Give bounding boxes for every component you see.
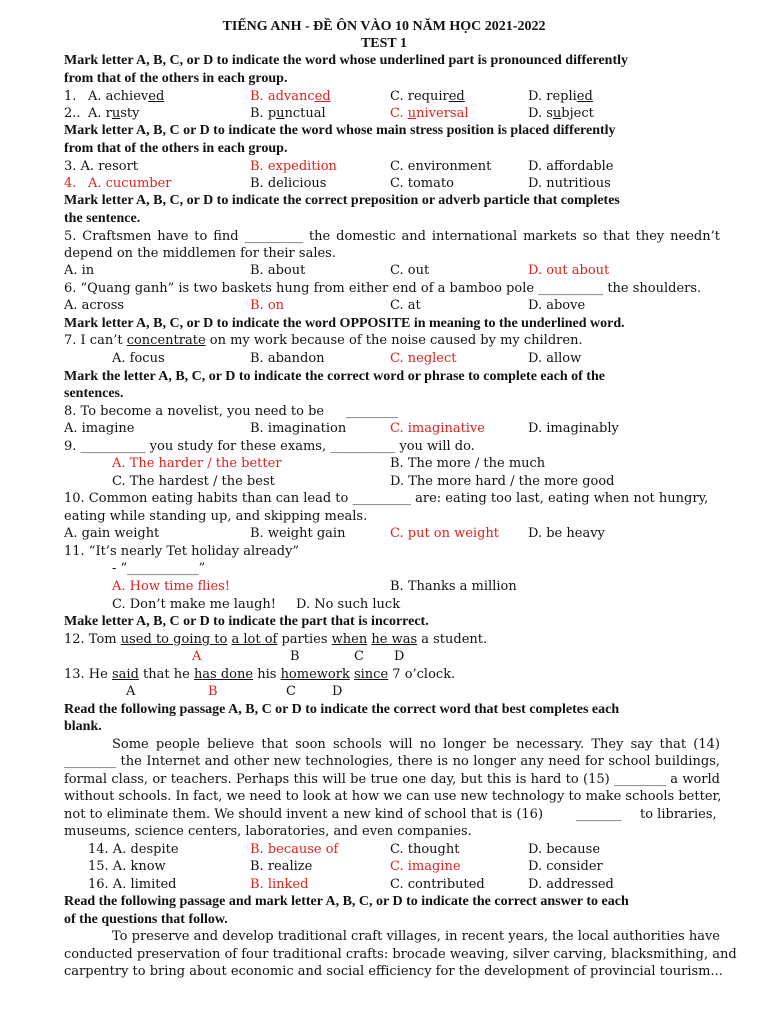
- passage1-blank16: _______: [576, 807, 622, 822]
- passage1-line5: not to eliminate them. We should invent a new kind of school that is (16): [64, 807, 544, 822]
- q7-option-c: C. neglect: [390, 351, 457, 366]
- q5-option-c: C. out: [390, 263, 430, 278]
- passage2-line3: carpentry to bring about economic and social efficiency for the development of provincial tourism...: [64, 964, 723, 979]
- instruction-pronunciation-cont: from that of the others in each group.: [64, 71, 288, 86]
- q14-option-c: C. thought: [390, 842, 460, 857]
- passage2-line2: conducted preservation of four traditional crafts: brocade weaving, silver carving, blacksmithing, and: [64, 947, 737, 962]
- q6-option-b: B. on: [250, 298, 285, 313]
- passage1-line5-end: to libraries,: [640, 807, 717, 822]
- q8-blank: ________: [346, 404, 398, 419]
- q11-reply: - “___________”: [112, 561, 206, 576]
- q15-option-c: C. imagine: [390, 859, 461, 874]
- instruction-stress-cont: from that of the others in each group.: [64, 141, 288, 156]
- q10-option-d: D. be heavy: [528, 526, 605, 541]
- question-1-number: 1.: [64, 89, 77, 104]
- q1-option-d: D. replied: [528, 89, 593, 104]
- q13-label-b: B: [208, 684, 218, 699]
- q11-stem: 11. “It’s nearly Tet holiday already”: [64, 544, 300, 559]
- q10-stem-cont: eating while standing up, and skipping meals.: [64, 509, 368, 524]
- instruction-complete-cont: sentences.: [64, 386, 124, 401]
- q5-option-a: A. in: [64, 263, 95, 278]
- q7-option-a: A. focus: [112, 351, 165, 366]
- q5-option-d: D. out about: [528, 263, 610, 278]
- q2-option-a: A. rusty: [88, 106, 140, 121]
- instruction-opposite: Mark letter A, B, C, or D to indicate the word OPPOSITE in meaning to the underlined word.: [64, 316, 625, 331]
- instruction-passage-cloze-cont: blank.: [64, 719, 102, 734]
- test-number: TEST 1: [360, 36, 408, 51]
- q6-option-d: D. above: [528, 298, 586, 313]
- q10-option-b: B. weight gain: [250, 526, 346, 541]
- q9-option-a: A. The harder / the better: [112, 456, 282, 471]
- q6-option-a: A. across: [64, 298, 125, 313]
- q16-option-d: D. addressed: [528, 877, 614, 892]
- q13-stem: 13. He said that he has done his homework since 7 o’clock.: [64, 667, 456, 682]
- q14-option-d: D. because: [528, 842, 601, 857]
- q2-option-d: D. subject: [528, 106, 594, 121]
- passage1-line1: Some people believe that soon schools will no longer be necessary. They say that (14): [112, 737, 720, 752]
- q4-option-b: B. delicious: [250, 176, 327, 191]
- q11-option-b: B. Thanks a million: [390, 579, 517, 594]
- q13-label-c: C: [286, 684, 296, 699]
- q10-option-a: A. gain weight: [64, 526, 160, 541]
- q10-option-c: C. put on weight: [390, 526, 500, 541]
- q12-label-c: C: [354, 649, 364, 664]
- instruction-incorrect: Make letter A, B, C or D to indicate the part that is incorrect.: [64, 614, 429, 629]
- q1-option-c: C. required: [390, 89, 465, 104]
- q8-option-d: D. imaginably: [528, 421, 619, 436]
- q5-stem: 5. Craftsmen have to find _________ the domestic and international markets so that they needn’t: [64, 229, 720, 244]
- q8-option-a: A. imagine: [64, 421, 135, 436]
- passage1-line2: ________ the Internet and other new technologies, there is no longer any need for school buildings,: [64, 754, 720, 769]
- passage1-line6: museums, science centers, laboratories, and even companies.: [64, 824, 472, 839]
- q7-option-d: D. allow: [528, 351, 582, 366]
- q14-option-a: 14. A. despite: [88, 842, 179, 857]
- q15-option-b: B. realize: [250, 859, 313, 874]
- question-4-number: 4.: [64, 176, 77, 191]
- instruction-reading-cont: of the questions that follow.: [64, 912, 228, 927]
- q16-option-c: C. contributed: [390, 877, 485, 892]
- q13-label-d: D: [332, 684, 343, 699]
- instruction-complete: Mark the letter A, B, C, or D to indicate the correct word or phrase to complete each of the: [64, 369, 605, 384]
- instruction-preposition: Mark letter A, B, C, or D to indicate the correct preposition or adverb particle that completes: [64, 193, 620, 208]
- q3-option-b: B. expedition: [250, 159, 337, 174]
- q12-label-d: D: [394, 649, 405, 664]
- q3-option-a: 3. A. resort: [64, 159, 139, 174]
- q4-option-d: D. nutritious: [528, 176, 611, 191]
- q9-option-b: B. The more / the much: [390, 456, 546, 471]
- q3-option-d: D. affordable: [528, 159, 614, 174]
- q9-option-d: D. The more hard / the more good: [390, 474, 615, 489]
- q2-option-b: B. punctual: [250, 106, 326, 121]
- q12-label-a: A: [192, 649, 202, 664]
- document-title: TIẾNG ANH - ĐỀ ÔN VÀO 10 NĂM HỌC 2021-2022: [222, 19, 546, 34]
- q2-option-c: C. universal: [390, 106, 469, 121]
- q4-option-a: A. cucumber: [88, 176, 172, 191]
- q12-label-b: B: [290, 649, 300, 664]
- q8-stem: 8. To become a novelist, you need to be: [64, 404, 325, 419]
- q15-option-d: D. consider: [528, 859, 603, 874]
- q11-option-d: D. No such luck: [296, 597, 401, 612]
- q8-option-c: C. imaginative: [390, 421, 486, 436]
- q8-option-b: B. imagination: [250, 421, 347, 436]
- instruction-passage-cloze: Read the following passage A, B, C or D to indicate the correct word that best completes each: [64, 702, 620, 717]
- instruction-stress: Mark letter A, B, C or D to indicate the word whose main stress position is placed differently: [64, 123, 616, 138]
- q3-option-c: C. environment: [390, 159, 492, 174]
- q7-stem: 7. I can’t concentrate on my work because of the noise caused by my children.: [64, 333, 583, 348]
- q4-option-c: C. tomato: [390, 176, 454, 191]
- passage2-line1: To preserve and develop traditional craft villages, in recent years, the local authorities have: [112, 929, 720, 944]
- passage1-line4: without schools. In fact, we need to look at how we can use new technology to make schools better,: [64, 789, 722, 804]
- q12-stem: 12. Tom used to going to a lot of parties when he was a student.: [64, 632, 488, 647]
- q5-stem-cont: depend on the middlemen for their sales.: [64, 246, 336, 261]
- passage1-line3: formal class, or teachers. Perhaps this will be true one day, but this is hard to (15) ________ a world: [64, 772, 720, 787]
- q14-option-b: B. because of: [250, 842, 339, 857]
- q6-stem: 6. “Quang ganh” is two baskets hung from either end of a bamboo pole __________ the shoulders.: [64, 281, 702, 296]
- q1-option-b: B. advanced: [250, 89, 331, 104]
- q5-option-b: B. about: [250, 263, 306, 278]
- instruction-preposition-cont: the sentence.: [64, 211, 141, 226]
- q16-option-b: B. linked: [250, 877, 309, 892]
- q7-option-b: B. abandon: [250, 351, 325, 366]
- q9-option-c: C. The hardest / the best: [112, 474, 275, 489]
- q6-option-c: C. at: [390, 298, 421, 313]
- q15-option-a: 15. A. know: [88, 859, 166, 874]
- question-2-number: 2..: [64, 106, 81, 121]
- instruction-reading: Read the following passage and mark letter A, B, C, or D to indicate the correct answer to each: [64, 894, 629, 909]
- q9-stem: 9. __________ you study for these exams, __________ you will do.: [64, 439, 475, 454]
- q16-option-a: 16. A. limited: [88, 877, 177, 892]
- q10-stem: 10. Common eating habits than can lead to _________ are: eating too last, eating when not hungry,: [64, 491, 709, 506]
- q11-option-c: C. Don’t make me laugh!: [112, 597, 276, 612]
- q13-label-a: A: [126, 684, 136, 699]
- instruction-pronunciation: Mark letter A, B, C, or D to indicate the word whose underlined part is pronounced differently: [64, 53, 629, 68]
- q1-option-a: A. achieved: [88, 89, 165, 104]
- q11-option-a: A. How time flies!: [112, 579, 231, 594]
